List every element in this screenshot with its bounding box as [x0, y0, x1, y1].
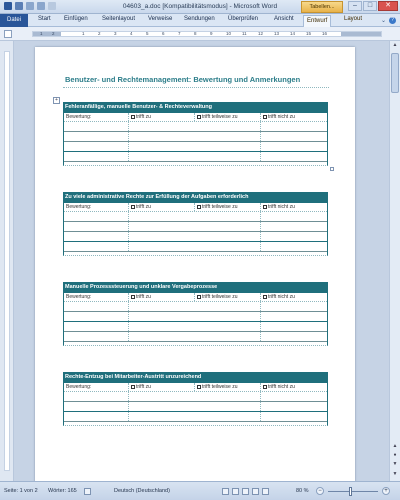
tab-layout[interactable]: Layout — [344, 16, 363, 22]
checkbox-icon[interactable] — [197, 385, 201, 389]
proofing-icon[interactable] — [84, 488, 91, 495]
zoom-level[interactable]: 80 % — [296, 488, 309, 494]
table-heading[interactable]: Rechte-Entzug bei Mitarbeiter-Austritt unzureichend — [63, 372, 328, 383]
tab-view[interactable]: Ansicht — [274, 16, 294, 22]
evaluation-table[interactable] — [63, 282, 328, 346]
option-trifft-teilweise-zu[interactable]: trifft teilweise zu — [197, 114, 237, 120]
ruler-number: 12 — [258, 31, 264, 36]
tab-references[interactable]: Verweise — [148, 16, 173, 22]
ribbon-tabs — [0, 14, 400, 27]
column-divider — [260, 113, 261, 121]
comment-row[interactable] — [64, 132, 327, 142]
column-divider — [128, 293, 129, 301]
ruler-number: 9 — [210, 31, 213, 36]
ruler-number: 4 — [130, 31, 133, 36]
title-bar — [0, 0, 400, 14]
rating-label: Bewertung: — [66, 294, 92, 300]
ruler-number: 1 — [82, 31, 85, 36]
rating-row[interactable] — [64, 293, 327, 302]
option-trifft-nicht-zu[interactable]: trifft nicht zu — [263, 384, 295, 390]
ruler-number: 5 — [146, 31, 149, 36]
rating-row[interactable] — [64, 383, 327, 392]
document-area[interactable] — [15, 41, 389, 481]
vertical-ruler-track — [4, 51, 10, 471]
ruler-number: 15 — [306, 31, 312, 36]
zoom-out-button[interactable]: − — [316, 487, 324, 495]
checkbox-icon[interactable] — [263, 295, 267, 299]
option-trifft-teilweise-zu[interactable]: trifft teilweise zu — [197, 204, 237, 210]
ruler-number: 2 — [98, 31, 101, 36]
table-heading[interactable]: Fehleranfällige, manuelle Benutzer- & Rechteverwaltung — [63, 102, 328, 113]
table-footer — [63, 252, 328, 256]
table-tools-group-label: Tabellen... — [301, 1, 343, 13]
option-trifft-zu[interactable]: trifft zu — [131, 294, 151, 300]
table-body — [63, 293, 328, 342]
checkbox-icon[interactable] — [263, 205, 267, 209]
checkbox-icon[interactable] — [197, 205, 201, 209]
table-footer — [63, 422, 328, 426]
column-divider — [194, 383, 195, 391]
option-trifft-zu[interactable]: trifft zu — [131, 114, 151, 120]
comment-row[interactable] — [64, 302, 327, 312]
comment-row[interactable] — [64, 242, 327, 252]
comment-row[interactable] — [64, 212, 327, 222]
table-body — [63, 383, 328, 422]
ruler-number: 10 — [226, 31, 232, 36]
minimize-button[interactable]: – — [348, 1, 362, 11]
column-divider — [194, 293, 195, 301]
rating-row[interactable] — [64, 203, 327, 212]
table-heading[interactable]: Manuelle Prozesssteuerung und unklare Vergabeprozesse — [63, 282, 328, 293]
page-count[interactable]: Seite: 1 von 2 — [4, 488, 38, 494]
ruler-number: 2 — [52, 31, 55, 36]
ruler-number: 13 — [274, 31, 280, 36]
ruler-number: 1 — [40, 31, 43, 36]
tab-insert[interactable]: Einfügen — [64, 16, 88, 22]
checkbox-icon[interactable] — [131, 295, 135, 299]
status-bar — [0, 481, 400, 500]
checkbox-icon[interactable] — [197, 295, 201, 299]
comment-row[interactable] — [64, 332, 327, 342]
comment-row[interactable] — [64, 152, 327, 162]
column-divider — [128, 383, 129, 391]
close-button[interactable]: ✕ — [378, 1, 398, 11]
tab-selector[interactable] — [4, 30, 12, 38]
tab-review[interactable]: Überprüfen — [228, 16, 259, 22]
column-divider — [260, 383, 261, 391]
browse-object-icon[interactable]: ● — [393, 452, 397, 458]
draft-view-icon[interactable] — [262, 488, 269, 495]
table-footer — [63, 342, 328, 346]
table-heading[interactable]: Zu viele administrative Rechte zur Erfüllung der Aufgaben erforderlich — [63, 192, 328, 203]
maximize-button[interactable]: □ — [363, 1, 377, 11]
checkbox-icon[interactable] — [263, 115, 267, 119]
web-layout-view-icon[interactable] — [242, 488, 249, 495]
option-trifft-zu[interactable]: trifft zu — [131, 204, 151, 210]
zoom-slider-thumb[interactable] — [349, 487, 352, 496]
table-footer — [63, 162, 328, 166]
ruler-number: 8 — [194, 31, 197, 36]
option-trifft-nicht-zu[interactable]: trifft nicht zu — [263, 294, 295, 300]
checkbox-icon[interactable] — [263, 385, 267, 389]
tab-design[interactable]: Entwurf — [303, 15, 331, 27]
rating-row[interactable] — [64, 113, 327, 122]
table-body — [63, 203, 328, 252]
column-divider — [260, 293, 261, 301]
checkbox-icon[interactable] — [131, 205, 135, 209]
checkbox-icon[interactable] — [131, 385, 135, 389]
ruler-number: 16 — [322, 31, 328, 36]
tab-page-layout[interactable]: Seitenlayout — [102, 16, 136, 22]
table-resize-handle[interactable] — [330, 167, 334, 171]
scroll-up-icon[interactable]: ▲ — [392, 42, 398, 48]
full-screen-view-icon[interactable] — [232, 488, 239, 495]
previous-page-icon[interactable]: ▲ — [392, 443, 398, 449]
evaluation-table[interactable] — [63, 372, 328, 426]
evaluation-table[interactable] — [63, 192, 328, 256]
comment-row[interactable] — [64, 412, 327, 422]
chevron-down-icon[interactable]: ⌄ — [380, 18, 386, 24]
rating-label: Bewertung: — [66, 114, 92, 120]
outline-view-icon[interactable] — [252, 488, 259, 495]
comment-row[interactable] — [64, 392, 327, 402]
tab-mailings[interactable]: Sendungen — [184, 16, 215, 22]
next-page-icon[interactable]: ▼ — [392, 461, 398, 467]
comment-row[interactable] — [64, 142, 327, 152]
evaluation-table[interactable] — [63, 102, 328, 166]
option-trifft-teilweise-zu[interactable]: trifft teilweise zu — [197, 384, 237, 390]
scrollbar-thumb[interactable] — [391, 53, 399, 93]
option-trifft-nicht-zu[interactable]: trifft nicht zu — [263, 114, 295, 120]
document-page[interactable] — [35, 47, 355, 481]
print-layout-view-icon[interactable] — [222, 488, 229, 495]
column-divider — [194, 113, 195, 121]
vertical-ruler[interactable] — [0, 41, 14, 481]
ruler-right-margin — [341, 32, 381, 36]
column-divider — [260, 203, 261, 211]
tab-file[interactable]: Datei — [0, 14, 28, 27]
checkbox-icon[interactable] — [131, 115, 135, 119]
comment-row[interactable] — [64, 122, 327, 132]
ruler-number: 6 — [162, 31, 165, 36]
column-divider — [128, 203, 129, 211]
column-divider — [128, 113, 129, 121]
column-divider — [194, 203, 195, 211]
vertical-scrollbar[interactable] — [389, 41, 400, 481]
scroll-down-icon[interactable]: ▼ — [392, 471, 398, 477]
comment-row[interactable] — [64, 402, 327, 412]
horizontal-ruler[interactable] — [0, 27, 400, 41]
zoom-slider[interactable] — [328, 491, 378, 492]
comment-row[interactable] — [64, 232, 327, 242]
comment-row[interactable] — [64, 312, 327, 322]
comment-row[interactable] — [64, 222, 327, 232]
option-trifft-nicht-zu[interactable]: trifft nicht zu — [263, 204, 295, 210]
table-body — [63, 113, 328, 162]
language[interactable]: Deutsch (Deutschland) — [114, 488, 170, 494]
zoom-in-button[interactable]: + — [382, 487, 390, 495]
window-controls — [348, 1, 398, 11]
checkbox-icon[interactable] — [197, 115, 201, 119]
comment-row[interactable] — [64, 322, 327, 332]
title-divider — [63, 87, 329, 88]
table-move-handle-icon[interactable]: + — [53, 97, 60, 104]
tab-start[interactable]: Start — [38, 16, 51, 22]
word-count[interactable]: Wörter: 165 — [48, 488, 77, 494]
help-icon[interactable]: ? — [389, 17, 396, 24]
ruler-number: 14 — [290, 31, 296, 36]
rating-label: Bewertung: — [66, 204, 92, 210]
ruler-left-margin — [33, 32, 61, 36]
ruler-number: 3 — [114, 31, 117, 36]
rating-label: Bewertung: — [66, 384, 92, 390]
ruler-number: 7 — [178, 31, 181, 36]
document-title[interactable]: Benutzer- und Rechtemanagement: Bewertung und Anmerkungen — [65, 75, 301, 84]
option-trifft-zu[interactable]: trifft zu — [131, 384, 151, 390]
option-trifft-teilweise-zu[interactable]: trifft teilweise zu — [197, 294, 237, 300]
window-title: 04603_a.doc [Kompatibilitätsmodus] - Microsoft Word — [122, 3, 278, 10]
ruler-number: 11 — [242, 31, 247, 36]
